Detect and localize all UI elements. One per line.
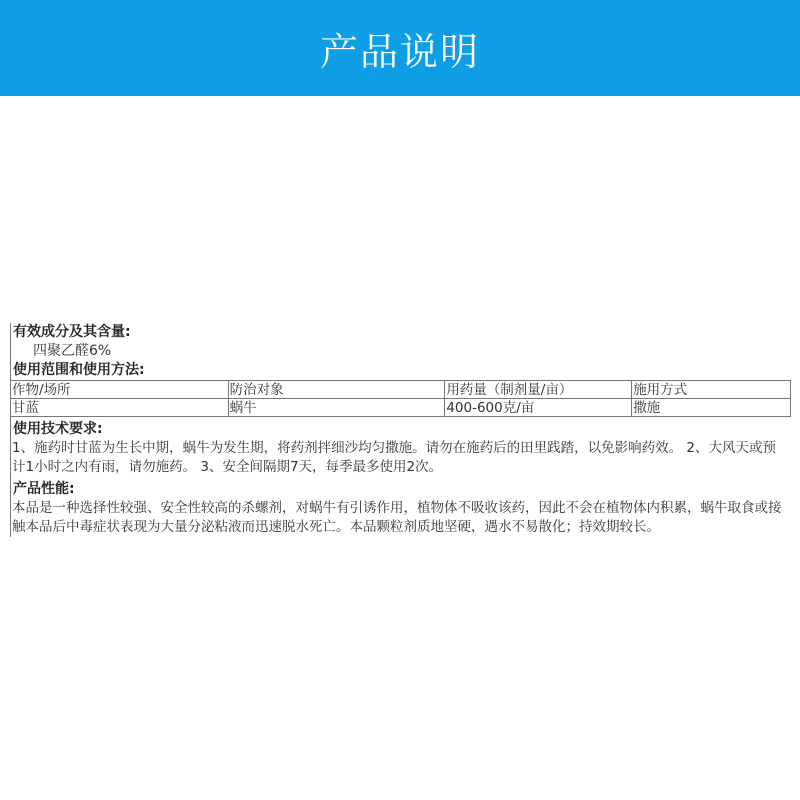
- page-title: 产品说明: [319, 29, 480, 74]
- column-header-method: 施用方式: [632, 381, 791, 399]
- column-header-dosage: 用药量（制剂量/亩）: [445, 381, 632, 399]
- ingredients-heading: 有效成分及其含量:: [13, 324, 131, 340]
- usage-table: [10, 380, 791, 417]
- cell-crop: 甘蓝: [11, 399, 229, 417]
- performance-text: 本品是一种选择性较强、安全性较高的杀螺剂，对蜗牛有引诱作用，植物体不吸收该药，因此不会在植物体内积累，蜗牛取食或接触本品后中毒症状表现为大量分泌粘液而迅速脱水死亡。本品颗粒剂质地坚硬，遇水不易散化；持效期较长。: [12, 500, 782, 535]
- header-banner: [0, 0, 800, 96]
- table-row: [11, 399, 791, 417]
- ingredients-value: 四聚乙醛6%: [33, 343, 112, 359]
- technique-heading: 使用技术要求:: [13, 421, 103, 437]
- cell-method: 撒施: [632, 399, 791, 417]
- column-header-target: 防治对象: [228, 381, 445, 399]
- technique-text: 1、施药时甘蓝为生长中期，蜗牛为发生期，将药剂拌细沙均匀撒施。请勿在施药后的田里践踏，以免影响药效。 2、大风天或预计1小时之内有雨，请勿施药。 3、安全间隔期7天，每季最多使用2次。: [12, 440, 776, 475]
- performance-heading: 产品性能:: [13, 481, 75, 497]
- cell-target: 蜗牛: [228, 399, 445, 417]
- cell-dosage: 400-600克/亩: [445, 399, 632, 417]
- product-info-content: [10, 323, 790, 537]
- usage-heading: 使用范围和使用方法:: [13, 362, 145, 378]
- column-header-crop: 作物/场所: [11, 381, 229, 399]
- usage-table-header-row: [11, 381, 791, 399]
